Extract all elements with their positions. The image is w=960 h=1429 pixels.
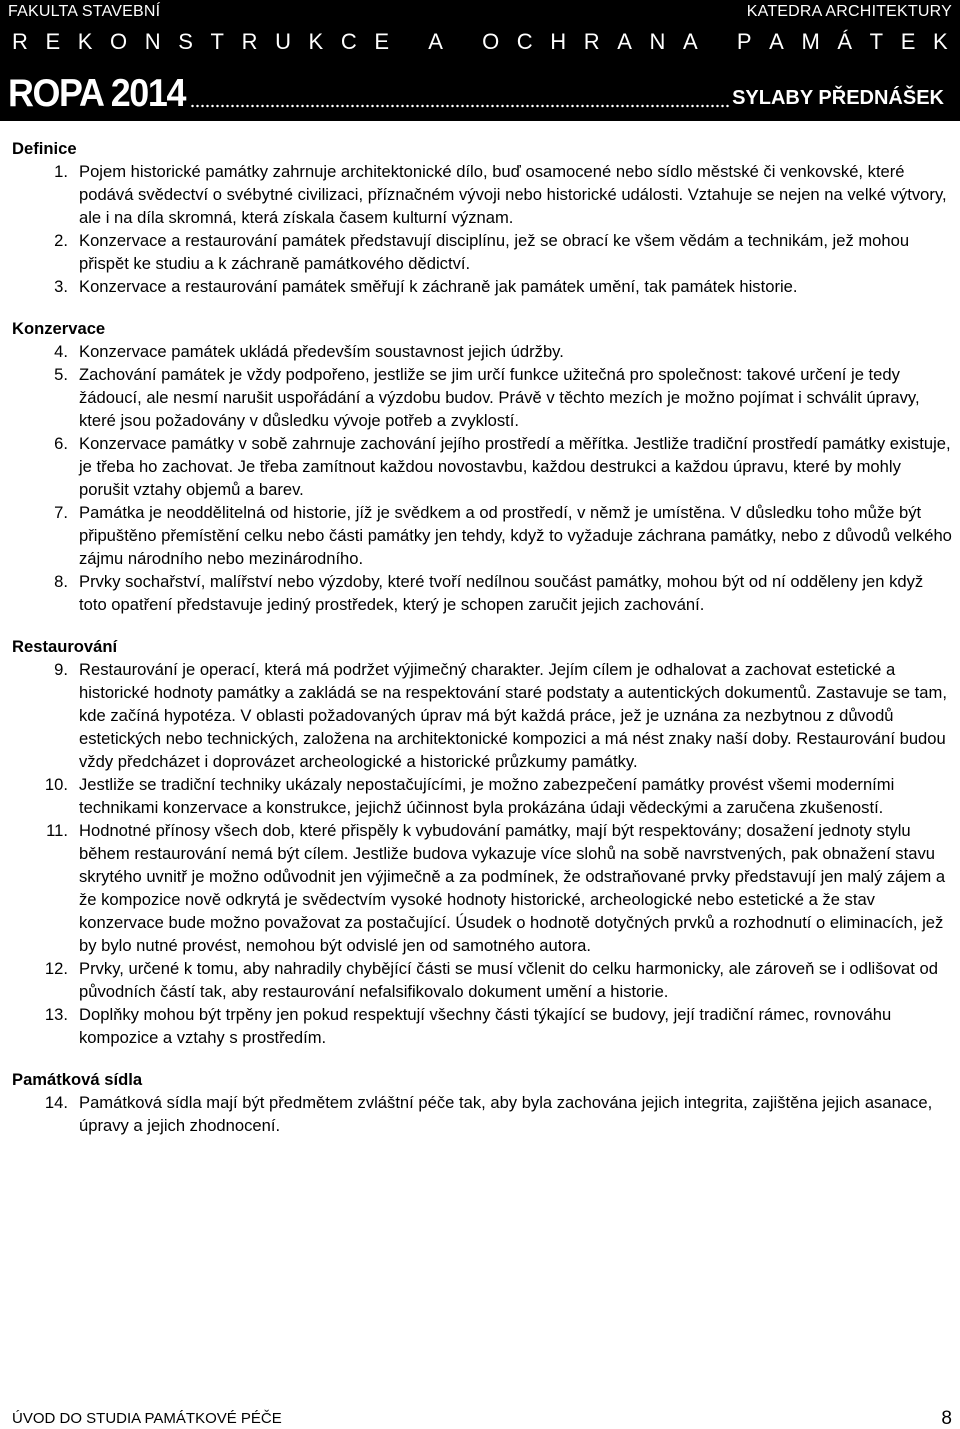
spaced-title-letter: S [178,29,193,54]
article-list [12,340,952,616]
document-body [12,137,952,1156]
article-item [12,432,952,501]
spaced-title-letter: P [736,29,752,54]
article-number: 13. [44,1005,68,1024]
article-list [12,160,952,298]
spaced-title-letter: R [12,29,28,54]
article-item [12,1091,952,1137]
article-text: Hodnotné přínosy všech dob, které přispěly k vybudování památky, mají být respektovány; dosažení jednoty stylu během restaurování nemá být cílem. Jestliže budova vykazuje více slohů na sobě navrstvených, pak obnažení stavu skrytého uvnitř je možno odůvodnit jen výjimečně a za podmínek, že odstraňované prvky představují jen malý zájem a že kompozice nově odkrytá je svědectvím vysoké hodnoty historické, archeologické nebo estetické a že stav konzervace bude možno považovat za postačující. Úsudek o hodnotě dotyčných prvků a rozhodnutí o eliminacích, jež by bylo nutné provést, nemohou být odvislé jen od samotného autora. [79,821,946,955]
spaced-title-letter: K [932,29,948,54]
spaced-title-letter: E [45,29,61,54]
article-item [12,819,952,957]
spaced-title-letter: R [241,29,258,54]
spaced-title-letter: C [340,29,357,54]
article-text: Konzervace památek ukládá především soustavnost jejich údržby. [79,342,564,361]
word-gap [407,29,411,55]
spaced-title-letter: N [144,29,161,54]
spaced-title-letter: M [801,29,820,54]
spaced-title-letter: C [516,29,533,54]
spaced-title-letter: E [374,29,389,54]
article-text: Památka je neoddělitelná od historie, jíž je svědkem a od prostředí, v němž je umístěna. V důsledku toho může být připuštěno přemístění celku nebo části památky jen tehdy, když to vyžaduje záchrana památky, nebo z důvodů velkého zájmu národního nebo mezinárodního. [79,503,952,568]
article-text: Restaurování je operací, která má podržet výjimečný charakter. Jejím cílem je odhalovat a zachovat estetické a historické hodnoty památky a zakládá se na respektování staré podstaty a autentických dokumentů. Zastavuje se tam, kde začíná hypotéza. V oblasti požadovaných úprav má být každá práce, jež je uznána za nezbytnou z důvodů estetických nebo technických, založena na architektonické kompozici a má nést znaky naší doby. Restaurování budou vždy předcházet i doprovázet archeologické a historické průzkumy památky. [79,660,947,771]
word-gap [715,29,719,55]
article-item [12,957,952,1003]
article-list [12,658,952,1049]
section-heading: Konzervace [12,319,106,338]
spaced-title-letter: R [583,29,600,54]
article-number: 1. [54,162,68,181]
spaced-title-letter: A [769,29,784,54]
article-number: 10. [44,775,68,794]
spaced-title-letter: Á [837,29,853,54]
header-top-row [8,3,952,21]
article-number: 8. [54,572,68,591]
article-item [12,340,952,363]
article-item [12,363,952,432]
spaced-title-letter: A [617,29,632,54]
title-dot-leader [190,104,730,108]
article-number: 5. [54,365,68,384]
section-heading: Restaurování [12,637,118,656]
spaced-title-letter: A [683,29,698,54]
article-text: Prvky, určené k tomu, aby nahradily chybějící části se musí včlenit do celku harmonicky, ale zároveň se i odlišovat od původních částí tak, aby restaurování nefalsifikovalo dokument umění a historie. [79,959,938,1001]
article-number: 7. [54,503,68,522]
article-text: Prvky sochařství, malířství nebo výzdoby, které tvoří nedílnou součást památky, mohou být od ní odděleny jen když toto opatření představuje jediný prostředek, který je schopen zaručit jejich zachování. [79,572,924,614]
section [12,317,952,616]
spaced-course-title [12,29,948,55]
article-item [12,1003,952,1049]
article-item [12,275,952,298]
article-number: 14. [44,1093,68,1112]
section [12,635,952,1049]
page-header [0,0,960,121]
article-item [12,229,952,275]
spaced-title-letter: O [110,29,128,54]
spaced-title-letter: E [900,29,916,54]
course-title-row [8,72,944,114]
section-heading: Památková sídla [12,1070,143,1089]
faculty-label: FAKULTA STAVEBNÍ [8,3,161,20]
article-number: 11. [46,821,68,840]
spaced-title-letter: T [210,29,224,54]
section [12,1068,952,1137]
spaced-title-letter: T [869,29,884,54]
footer-course-name: ÚVOD DO STUDIA PAMÁTKOVÉ PÉČE [12,1410,282,1427]
article-item [12,501,952,570]
article-text: Jestliže se tradiční techniky ukázaly nepostačujícími, je možno zabezpečení památky provést všemi moderními technikami konzervace a konstrukce, jejichž účinnost byla prokázána údaji vědeckými a zaručena zkušeností. [79,775,895,817]
article-text: Památková sídla mají být předmětem zvláštní péče tak, aby byla zachována jejich integrita, zajištěna jejich asanace, úpravy a jejich zhodnocení. [79,1093,933,1135]
page-number: 8 [941,1408,952,1429]
spaced-title-letter: U [275,29,291,54]
article-text: Pojem historické památky zahrnuje architektonické dílo, buď osamocené nebo sídlo městské či venkovské, které podává svědectví o svébytné civilizaci, příznačném vývoji nebo historické události. Vztahuje se nejen na velké výtvory, ale i na díla skromná, která získala časem kulturní význam. [79,162,947,227]
spaced-title-letter: N [649,29,666,54]
article-item [12,658,952,773]
article-text: Konzervace a restaurování památek směřují k záchraně jak památek umění, tak památek historie. [79,277,798,296]
article-item [12,570,952,616]
course-code: ROPA 2014 [8,72,186,115]
article-number: 6. [54,434,68,453]
article-number: 12. [44,959,68,978]
spaced-title-letter: K [77,29,93,54]
syllabus-label: SYLABY PŘEDNÁŠEK [732,87,944,109]
article-text: Konzervace památky v sobě zahrnuje zachování jejího prostředí a měřítka. Jestliže tradiční prostředí památky existuje, je třeba ho zachovat. Je třeba zamítnout každou novostavbu, každou destrukci a každou úpravu, které by mohly porušit vztahy objemů a barev. [79,434,951,499]
article-text: Konzervace a restaurování památek představují disciplínu, jež se obrací ke všem vědám a technikám, jež mohou přispět ke studiu a k záchraně památkového dědictví. [79,231,910,273]
spaced-title-letter: A [428,29,443,54]
article-text: Doplňky mohou být trpěny jen pokud respektují všechny části týkající se budovy, její tradiční rámec, rovnováhu kompozice a vztahy s prostředím. [79,1005,892,1047]
spaced-title-letter: K [308,29,324,54]
article-number: 4. [54,342,68,361]
article-list [12,1091,952,1137]
article-item [12,773,952,819]
article-number: 2. [54,231,68,250]
department-label: KATEDRA ARCHITEKTURY [746,3,952,20]
article-number: 3. [54,277,68,296]
article-item [12,160,952,229]
spaced-title-letter: H [550,29,567,54]
spaced-title-letter: O [482,29,500,54]
article-number: 9. [54,660,68,679]
section [12,137,952,298]
word-gap [460,29,464,55]
section-heading: Definice [12,139,77,158]
article-text: Zachování památek je vždy podpořeno, jestliže se jim určí funkce užitečná pro společnost: takové určení je tedy žádoucí, ale nesmí narušit uspořádání a výzdobu budov. Právě v těchto mezích je možno pojímat i schválit úpravy, které jsou požadovány v důsledku vývoje potřeb a zvyklostí. [79,365,920,430]
